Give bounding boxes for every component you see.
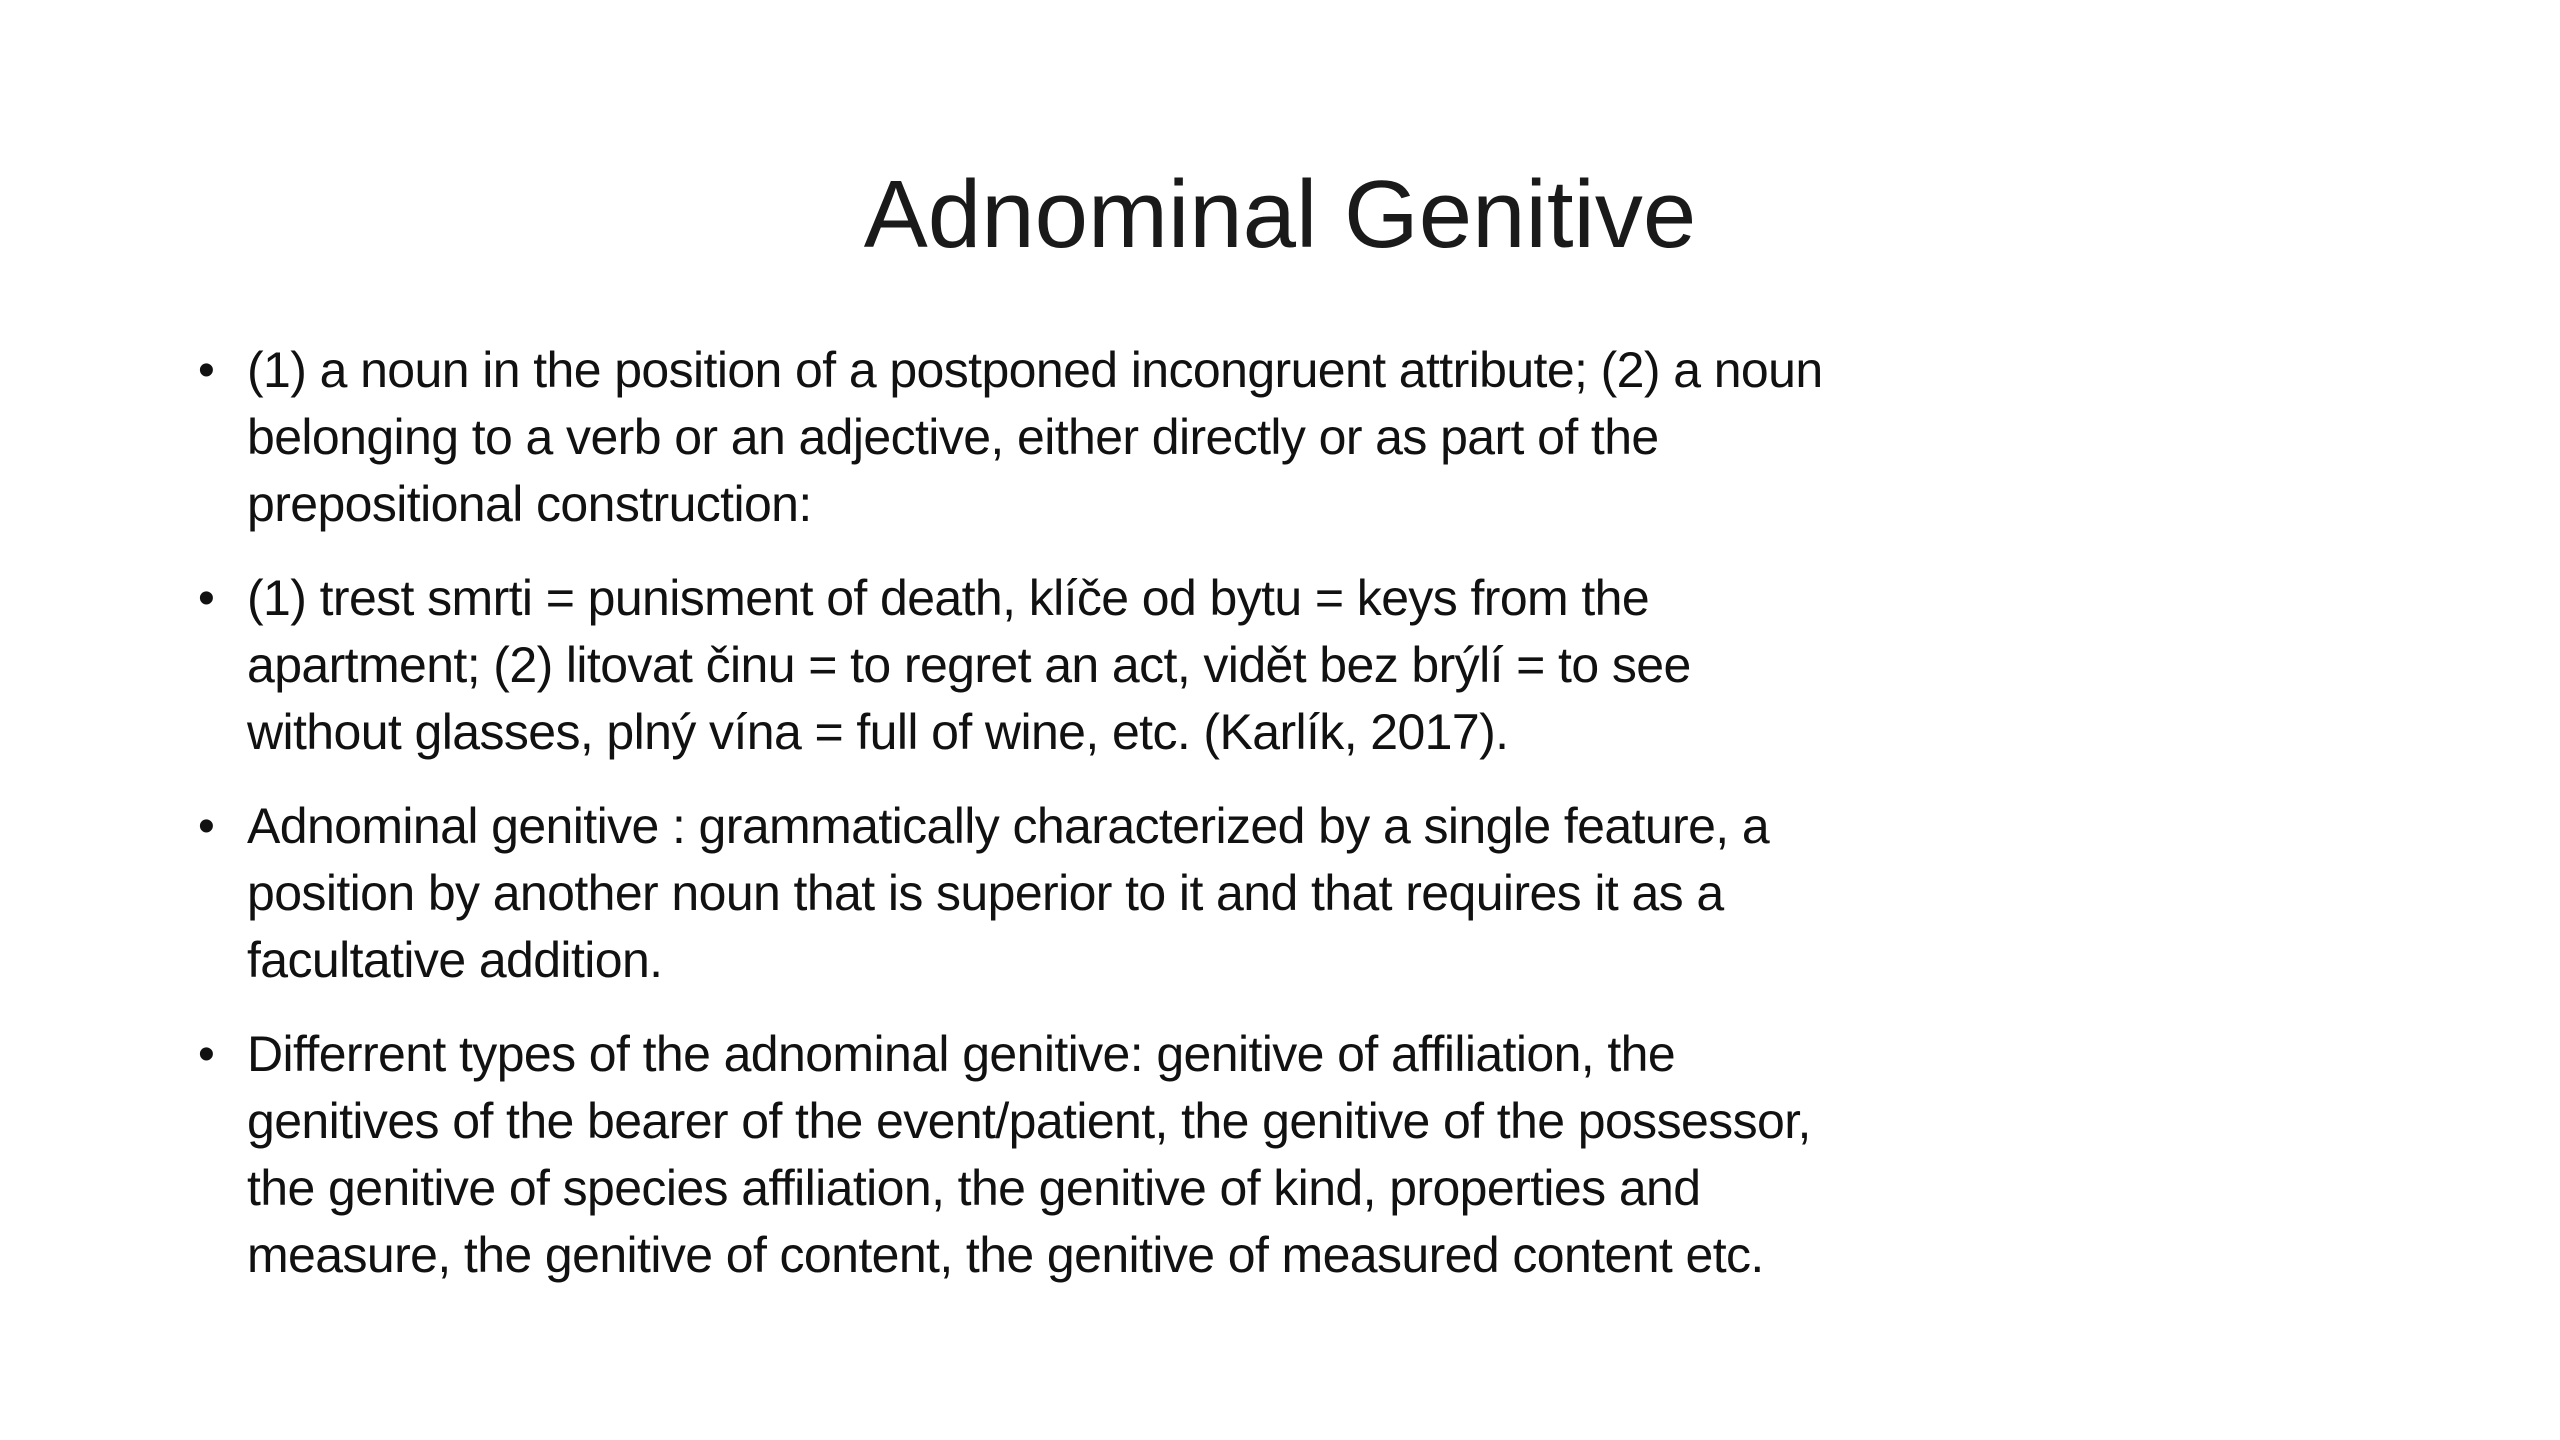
bullet-item bbox=[190, 337, 2490, 538]
bullet-line: the genitive of species affiliation, the genitive of kind, properties and bbox=[247, 1160, 1701, 1216]
bullet-icon: • bbox=[198, 344, 215, 397]
bullet-item bbox=[190, 793, 2490, 994]
bullet-line: Differrent types of the adnominal genitive: genitive of affiliation, the bbox=[247, 1026, 1676, 1082]
bullet-line: apartment; (2) litovat činu = to regret an act, vidět bez brýlí = to see bbox=[247, 637, 1691, 693]
slide-title: Adnominal Genitive bbox=[863, 161, 1697, 268]
bullet-icon: • bbox=[198, 572, 215, 625]
bullet-line: position by another noun that is superior to it and that requires it as a bbox=[247, 865, 1724, 921]
bullet-line: genitives of the bearer of the event/patient, the genitive of the possessor, bbox=[247, 1093, 1811, 1149]
bullet-item bbox=[190, 1021, 2490, 1289]
bullet-icon: • bbox=[198, 1028, 215, 1081]
bullet-line: facultative addition. bbox=[247, 932, 663, 988]
bullet-line: (1) a noun in the position of a postponed incongruent attribute; (2) a noun bbox=[247, 342, 1823, 398]
bullet-icon: • bbox=[198, 800, 215, 853]
bullet-list bbox=[190, 337, 2490, 1316]
bullet-line: without glasses, plný vína = full of wine, etc. (Karlík, 2017). bbox=[247, 704, 1509, 760]
bullet-line: measure, the genitive of content, the genitive of measured content etc. bbox=[247, 1227, 1764, 1283]
bullet-line: Adnominal genitive : grammatically characterized by a single feature, a bbox=[247, 798, 1770, 854]
bullet-line: (1) trest smrti = punisment of death, klíče od bytu = keys from the bbox=[247, 570, 1650, 626]
bullet-item bbox=[190, 565, 2490, 766]
bullet-line: prepositional construction: bbox=[247, 476, 812, 532]
bullet-line: belonging to a verb or an adjective, either directly or as part of the bbox=[247, 409, 1659, 465]
